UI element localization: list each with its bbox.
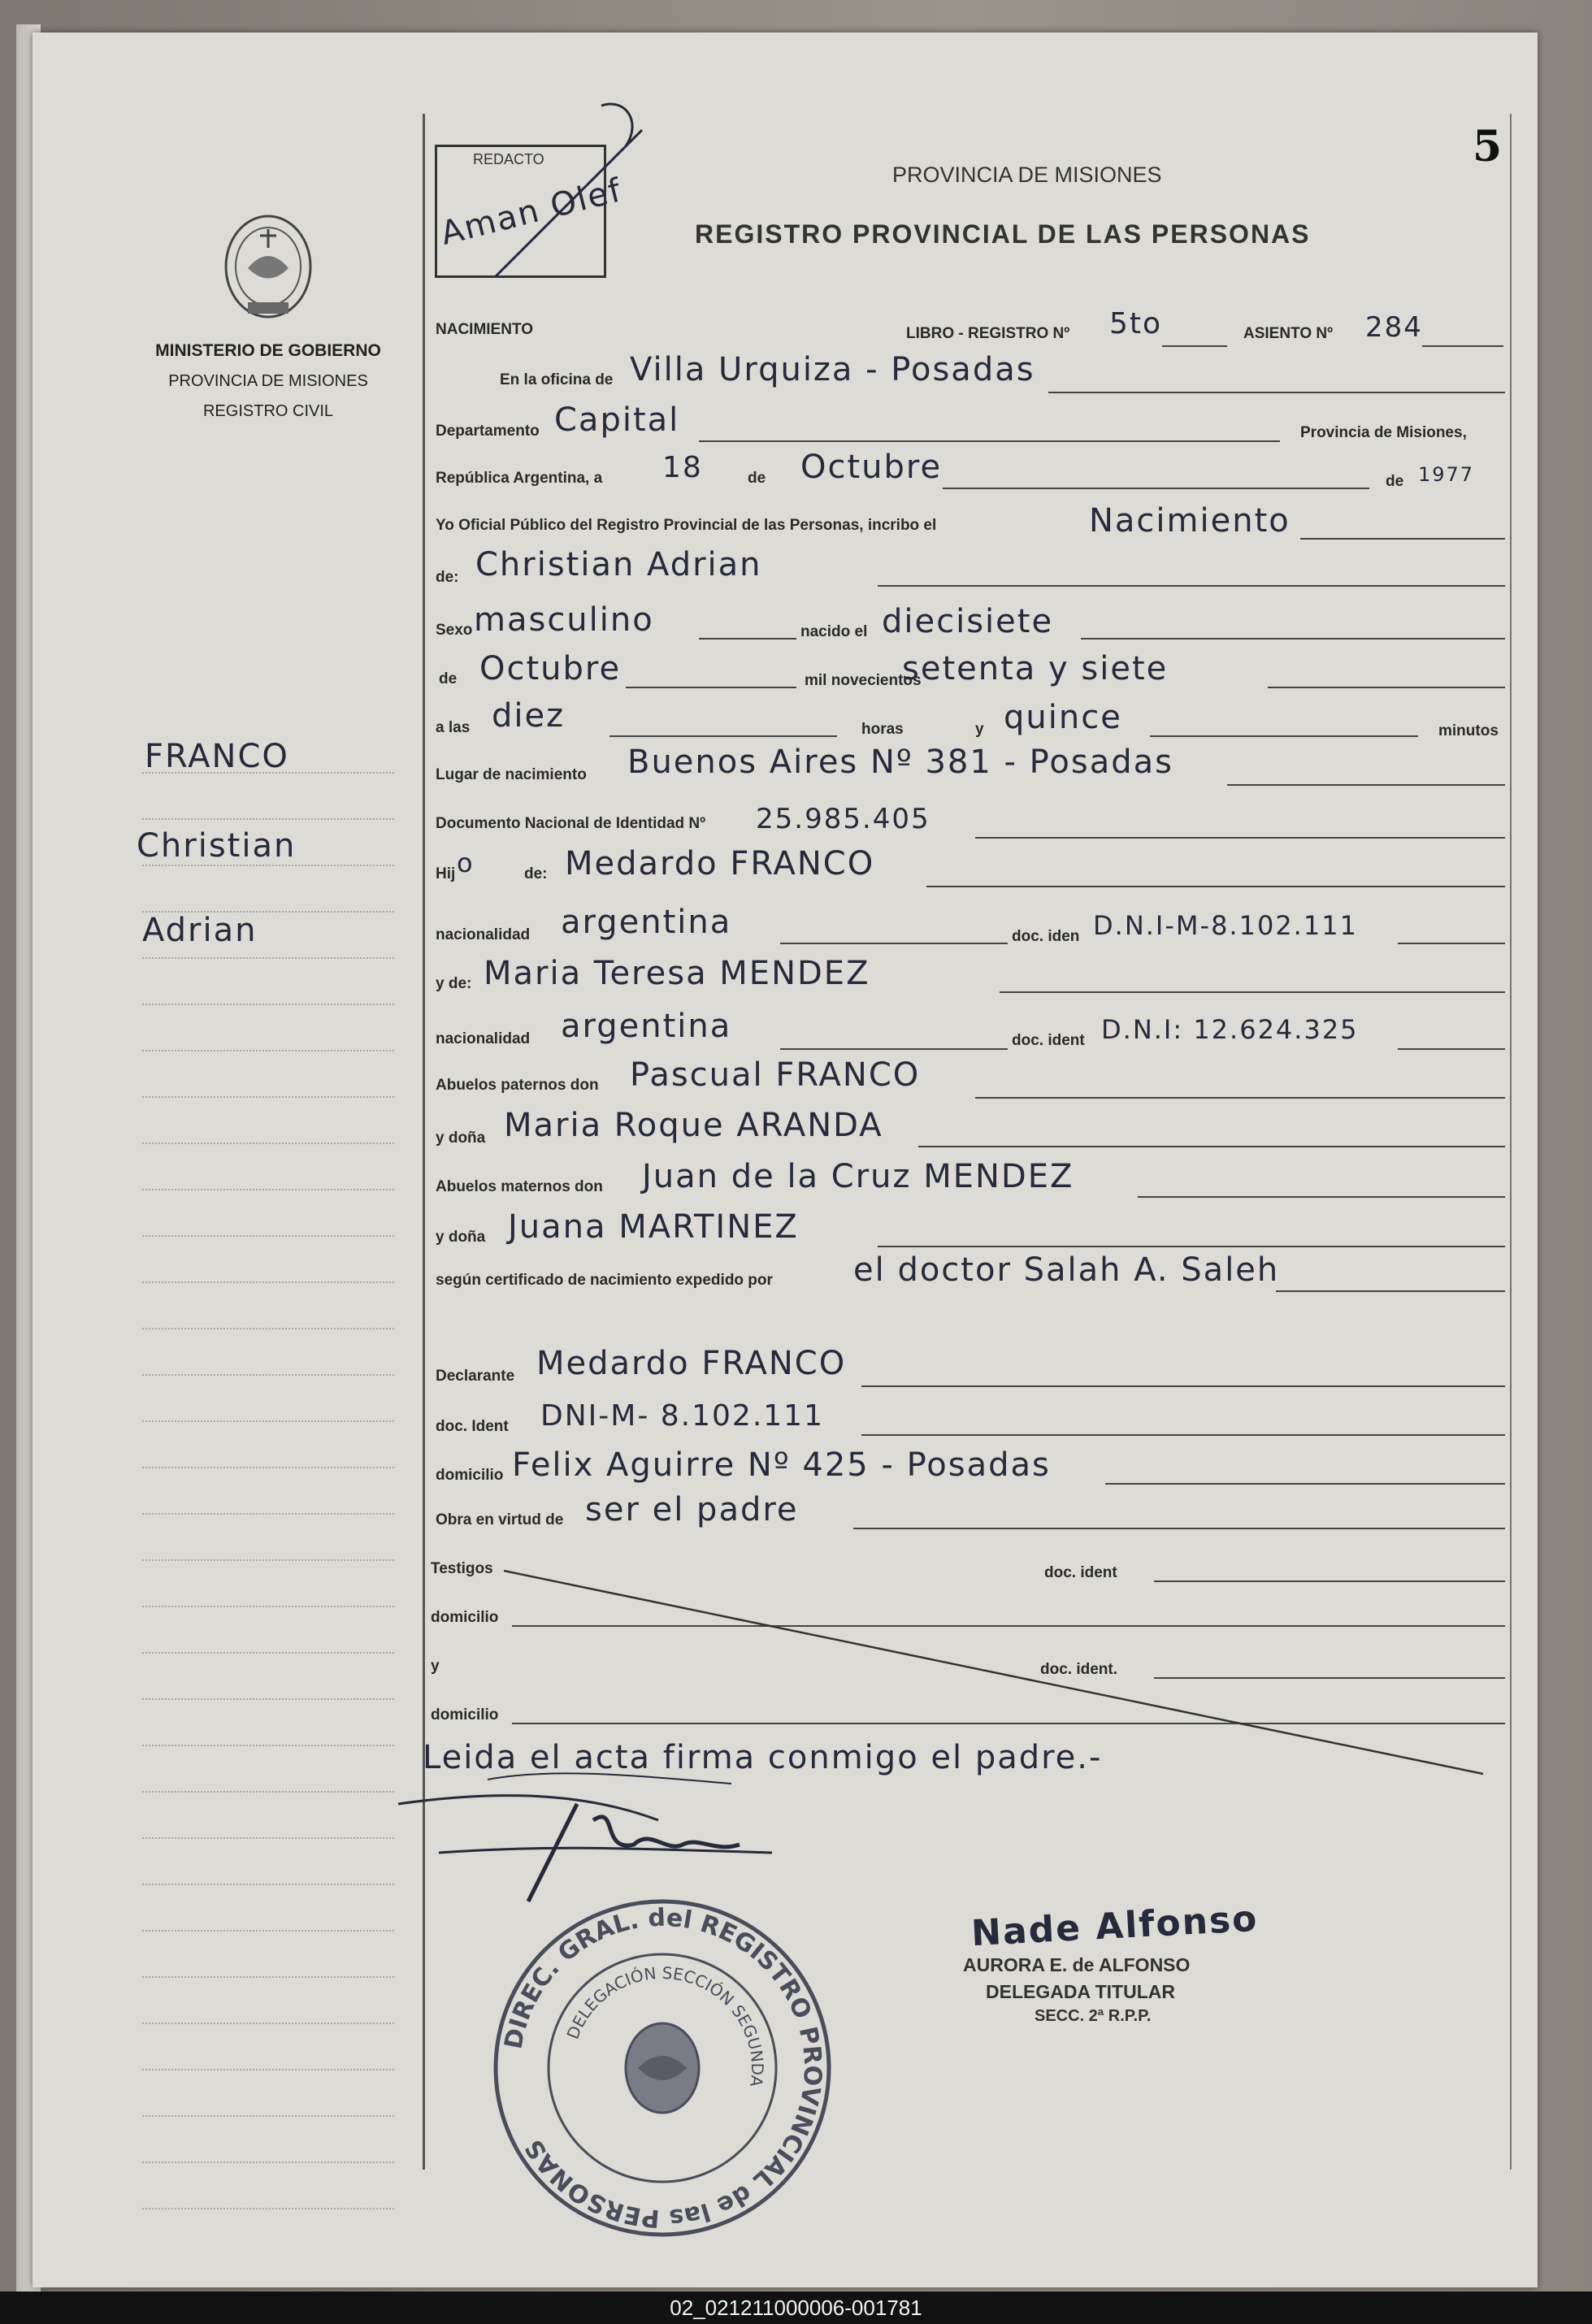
padre-nac-line [780,943,1008,944]
madre-line [1000,991,1505,993]
abuelo-m-value: Juan de la Cruz MENDEZ [642,1158,1074,1195]
registry-stamp-icon [488,1893,837,2243]
margin-rule-line [142,1420,394,1422]
inscribe-value: Nacimiento [1089,502,1291,540]
nacimiento-label: NACIMIENTO [436,321,533,338]
testigos-label: Testigos [431,1560,493,1577]
a-las-label: a las [436,719,471,736]
testigo-y-label: y [431,1658,440,1675]
oficina-value: Villa Urquiza - Posadas [630,351,1035,388]
abuela-m-line [878,1246,1505,1247]
margin-rule-line [142,1096,394,1098]
margin-rule-line [142,2069,394,2070]
doc-ident3-label: doc. Ident [436,1418,509,1435]
cierre-value: Leida el acta firma conmigo el padre.- [423,1739,1103,1776]
ministry-block [146,341,390,432]
de-mes-label: de [748,470,766,487]
asiento-line [1422,345,1503,347]
margin-rule-line [142,2023,394,2024]
nombre-value: Christian Adrian [475,546,762,583]
doc-iden-label: doc. iden [1012,928,1080,945]
dni-line [975,837,1505,839]
de-mes2-label: de [439,670,458,687]
abuela-m-value: Juana MARTINEZ [508,1208,799,1246]
declarante-doc-value: DNI-M- 8.102.111 [540,1399,824,1433]
right-border [1510,114,1512,2170]
madre-value: Maria Teresa MENDEZ [484,955,870,992]
minutos-line [1150,735,1418,737]
libro-value: 5to [1109,307,1163,340]
y-label: y [975,721,984,738]
official-name: AURORA E. de ALFONSO [963,1954,1191,1975]
asiento-label: ASIENTO Nº [1243,325,1334,342]
margin-rule-line [142,1328,394,1329]
abuelo-p-value: Pascual FRANCO [630,1056,921,1094]
madre-nac-line [780,1048,1008,1050]
domicilio-value: Felix Aguirre Nº 425 - Posadas [512,1446,1051,1484]
libro-label: LIBRO - REGISTRO Nº [906,325,1070,342]
obra-value: ser el padre [585,1491,799,1528]
nacido-mes-value: Octubre [479,650,622,687]
yo-oficial-label: Yo Oficial Público del Registro Provincial de las Personas, incribo el [436,517,937,534]
margin-rule-line [142,1884,394,1885]
testigo2-domicilio-label: domicilio [431,1706,499,1723]
abuelo-m-line [1138,1196,1505,1198]
oficina-label: En la oficina de [500,371,614,388]
de-anio-label: de [1386,473,1404,490]
margin-second-name: Adrian [142,912,258,949]
margin-rule-line [142,1606,394,1607]
mil-label: mil novecientos [805,672,922,689]
obra-line [853,1528,1505,1529]
anio-value: 1977 [1418,463,1475,486]
page-number: 5 [1473,122,1503,171]
abuelos-paternos-label: Abuelos paternos don [436,1077,599,1094]
sexo-label: Sexo [436,622,473,639]
y-de-label: y de: [436,975,472,992]
certificado-line [1276,1290,1505,1292]
margin-rule-line [142,1837,394,1839]
departamento-line [699,440,1280,442]
margin-rule-line [142,1559,394,1561]
lugar-label: Lugar de nacimiento [436,766,587,783]
madre-nac-value: argentina [561,1008,732,1045]
hij-label: Hij [436,865,456,882]
margin-rule-line [142,1189,394,1190]
sexo-line [699,638,796,640]
abuelo-p-line [975,1097,1505,1099]
abuela-p-line [918,1146,1505,1147]
documento-label: Documento Nacional de Identidad Nº [436,815,706,832]
margin-rule-line [142,1467,394,1468]
horas-line [609,735,837,737]
abuela-p-value: Maria Roque ARANDA [504,1107,883,1144]
testigo2-doc-label: doc. ident. [1040,1661,1117,1678]
testigo1-domicilio-label: domicilio [431,1609,499,1626]
margin-rule-line [142,1698,394,1700]
margin-rule-line [142,865,394,866]
minutos-value: quince [1004,699,1122,736]
madre-doc-line [1398,1048,1505,1050]
testigo1-doc-label: doc. ident [1044,1564,1117,1581]
margin-rule-line [142,1281,394,1283]
margin-rule-line [142,1374,394,1376]
provincia-misiones-label: Provincia de Misiones, [1300,424,1467,441]
horas-value: diez [492,697,566,735]
margin-rule-line [142,2161,394,2163]
inscribe-line [1300,538,1505,540]
nacido-dia-line [1081,638,1505,640]
margin-rule-line [142,1513,394,1515]
margin-rule-line [142,1976,394,1978]
declarante-line [861,1385,1505,1387]
asiento-value: 284 [1365,311,1423,344]
certificado-value: el doctor Salah A. Saleh [853,1251,1280,1289]
doc-ident2-label: doc. ident [1012,1032,1085,1049]
madre-doc-value: D.N.I: 12.624.325 [1101,1014,1359,1045]
margin-rule-line [142,1235,394,1237]
sexo-value: masculino [474,601,654,639]
padre-doc-value: D.N.I-M-8.102.111 [1093,910,1358,941]
mes-line [943,488,1369,489]
republica-label: República Argentina, a [436,470,603,487]
margin-first-name: Christian [137,827,297,865]
departamento-value: Capital [554,401,680,439]
redacto-scribble-icon [479,98,658,284]
redacto-signature: Aman Olef [436,171,627,253]
libro-line [1162,345,1227,347]
margin-rule-line [142,1652,394,1654]
nacido-dia-value: diecisiete [882,603,1054,640]
declarante-value: Medardo FRANCO [536,1345,847,1382]
registry-heading: REGISTRO PROVINCIAL DE LAS PERSONAS [695,219,1311,249]
nacido-mes-line [626,687,796,688]
horas-label: horas [861,721,904,738]
domicilio-line [1105,1483,1505,1485]
padre-doc-line [1398,943,1505,944]
ministry-civil-registry: REGISTRO CIVIL [202,402,334,420]
margin-rule-line [142,1930,394,1932]
margin-rule-line [142,2208,394,2209]
margin-rule-line [142,1745,394,1746]
nombre-line [878,585,1505,587]
margin-rule-line [142,1791,394,1793]
oficina-line [1048,392,1505,393]
stamp-inner-text: DELEGACIÓN SECCIÓN SEGUNDA [562,1962,768,2088]
declarante-doc-line [861,1434,1505,1436]
margin-rule-line [142,818,394,820]
nacionalidad2-label: nacionalidad [436,1030,531,1047]
padre-line [926,886,1505,887]
nacionalidad1-label: nacionalidad [436,926,531,943]
y-dona1-label: y doña [436,1129,486,1147]
padre-nac-value: argentina [561,904,732,941]
ministry-province: PROVINCIA DE MISIONES [168,372,368,390]
margin-rule-line [142,2115,394,2117]
lugar-line [1227,784,1505,786]
mes-value: Octubre [800,449,943,486]
minutos-label: minutos [1438,722,1499,739]
margin-surname: FRANCO [145,738,289,775]
padre-value: Medardo FRANCO [565,845,875,882]
abuelos-maternos-label: Abuelos maternos don [436,1178,603,1195]
nacido-label: nacido el [800,623,868,640]
margin-rule-line [142,1004,394,1005]
ministry-name: MINISTERIO DE GOBIERNO [155,341,381,360]
y-dona2-label: y doña [436,1229,486,1246]
stamp-outer-text: DIREC. GRAL. del REGISTRO PROVINCIAL de las PERSONAS [499,1903,827,2233]
province-seal-icon [219,211,317,325]
obra-label: Obra en virtud de [436,1511,564,1528]
lugar-value: Buenos Aires Nº 381 - Posadas [627,744,1173,781]
redacto-label: REDACTO [473,151,544,167]
official-title: DELEGADA TITULAR [986,1981,1175,2002]
nacido-anio-line [1268,687,1505,688]
province-heading: PROVINCIA DE MISIONES [892,163,1162,187]
domicilio-label: domicilio [436,1467,504,1484]
hij-suffix-value: o [457,848,475,878]
nacido-anio-value: setenta y siete [902,650,1169,687]
de-nombre-label: de: [436,569,459,586]
declarante-label: Declarante [436,1368,515,1385]
official-section: SECC. 2ª R.P.P. [1035,2007,1152,2025]
file-id-bar: 02_021211000006-001781 [0,2291,1592,2324]
hij-de-label: de: [524,865,548,882]
official-signature: Nade Alfonso [970,1897,1260,1955]
departamento-label: Departamento [436,423,540,440]
margin-rule-line [142,1142,394,1144]
margin-rule-line [142,1050,394,1051]
dia-value: 18 [662,451,703,484]
margin-rule-line [142,957,394,959]
segun-label: según certificado de nacimiento expedido por [436,1272,773,1289]
dni-value: 25.985.405 [756,803,930,835]
